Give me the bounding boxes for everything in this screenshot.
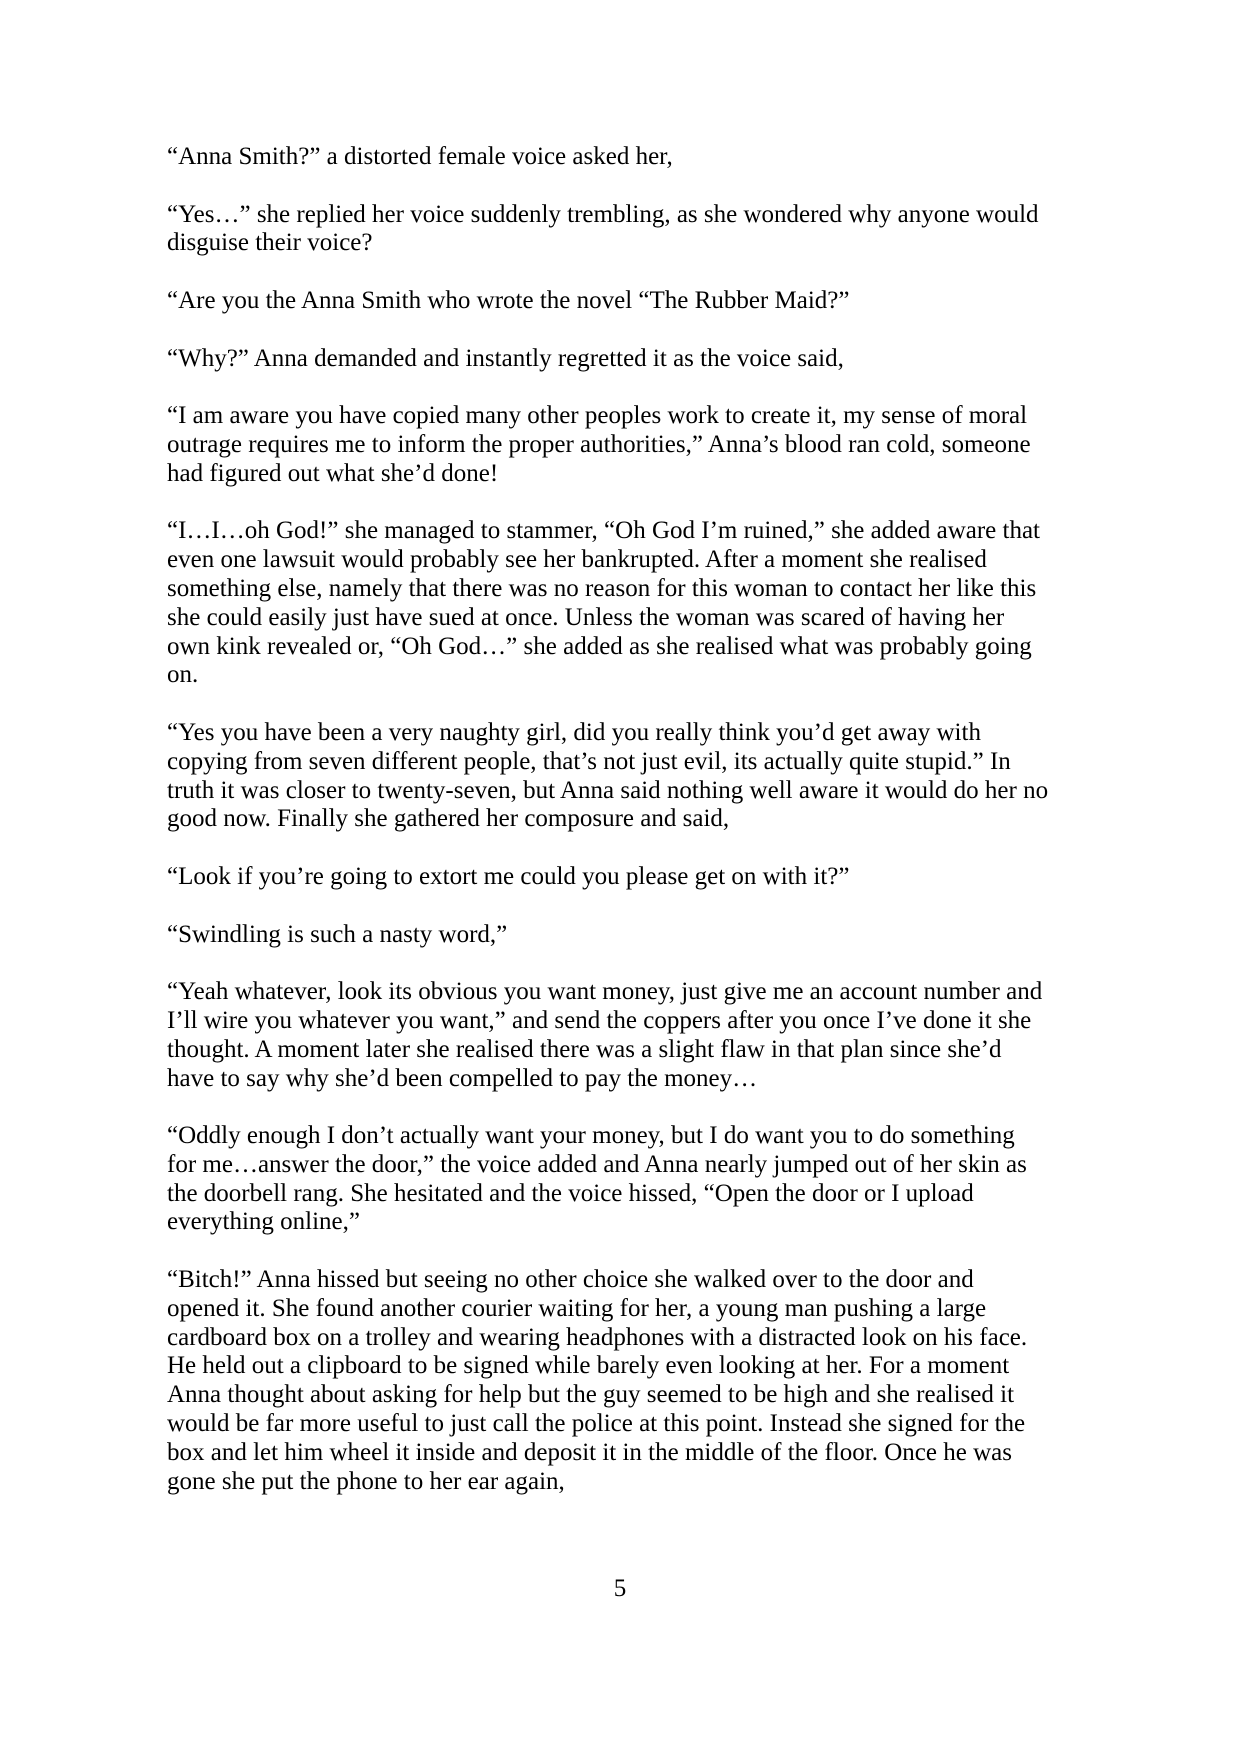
paragraph: “I…I…oh God!” she managed to stammer, “Oh God I’m ruined,” she added aware that even one lawsuit would probably see her bankrupted. After a moment she realised something else, namely that there was no reason for this woman to contact her like this she could easily just have sued at once. Unless the woman was scared of having her own kink revealed or, “Oh God…” she added as she realised what was probably going on. (167, 517, 1040, 689)
page-number: 5 (613, 1575, 627, 1602)
paragraph: “I am aware you have copied many other peoples work to create it, my sense of moral outrage requires me to inform the proper authorities,” Anna’s blood ran cold, someone had figured out what she’d done! (167, 402, 1031, 487)
paragraph: “Look if you’re going to extort me could you please get on with it?” (167, 862, 850, 890)
paragraph: “Are you the Anna Smith who wrote the novel “The Rubber Maid?” (167, 286, 850, 314)
paragraph: “Swindling is such a nasty word,” (167, 920, 508, 948)
paragraph: “Anna Smith?” a distorted female voice asked her, (167, 143, 673, 170)
paragraph: “Yes you have been a very naughty girl, did you really think you’d get away with copying from seven different people, that’s not just evil, its actually quite stupid.” In truth it was closer to twenty-seven, but Anna said nothing well aware it would do her no good now. Finally she gathered her composure and said, (167, 718, 1049, 833)
paragraph: “Yes…” she replied her voice suddenly trembling, as she wondered why anyone would disguise their voice? (167, 200, 1039, 257)
page-content (167, 143, 1049, 1525)
paragraph: “Bitch!” Anna hissed but seeing no other choice she walked over to the door and opened it. She found another courier waiting for her, a young man pushing a large cardboard box on a trolley and wearing headphones with a distracted look on his face. He held out a clipboard to be signed while barely even looking at her. For a moment Anna thought about asking for help but the guy seemed to be high and she realised it would be far more useful to just call the police at this point. Instead she signed for the box and let him wheel it inside and deposit it in the middle of the floor. Once he was gone she put the phone to her ear again, (167, 1266, 1028, 1495)
paragraph: “Why?” Anna demanded and instantly regretted it as the voice said, (167, 344, 844, 372)
paragraph: “Yeah whatever, look its obvious you want money, just give me an account number and I’ll wire you whatever you want,” and send the coppers after you once I’ve done it she thought. A moment later she realised there was a slight flaw in that plan since she’d have to say why she’d been compelled to pay the money… (167, 978, 1043, 1092)
paragraph: “Oddly enough I don’t actually want your money, but I do want you to do something for me…answer the door,” the voice added and Anna nearly jumped out of her skin as the doorbell rang. She hesitated and the voice hissed, “Open the door or I upload everything online,” (167, 1122, 1027, 1236)
